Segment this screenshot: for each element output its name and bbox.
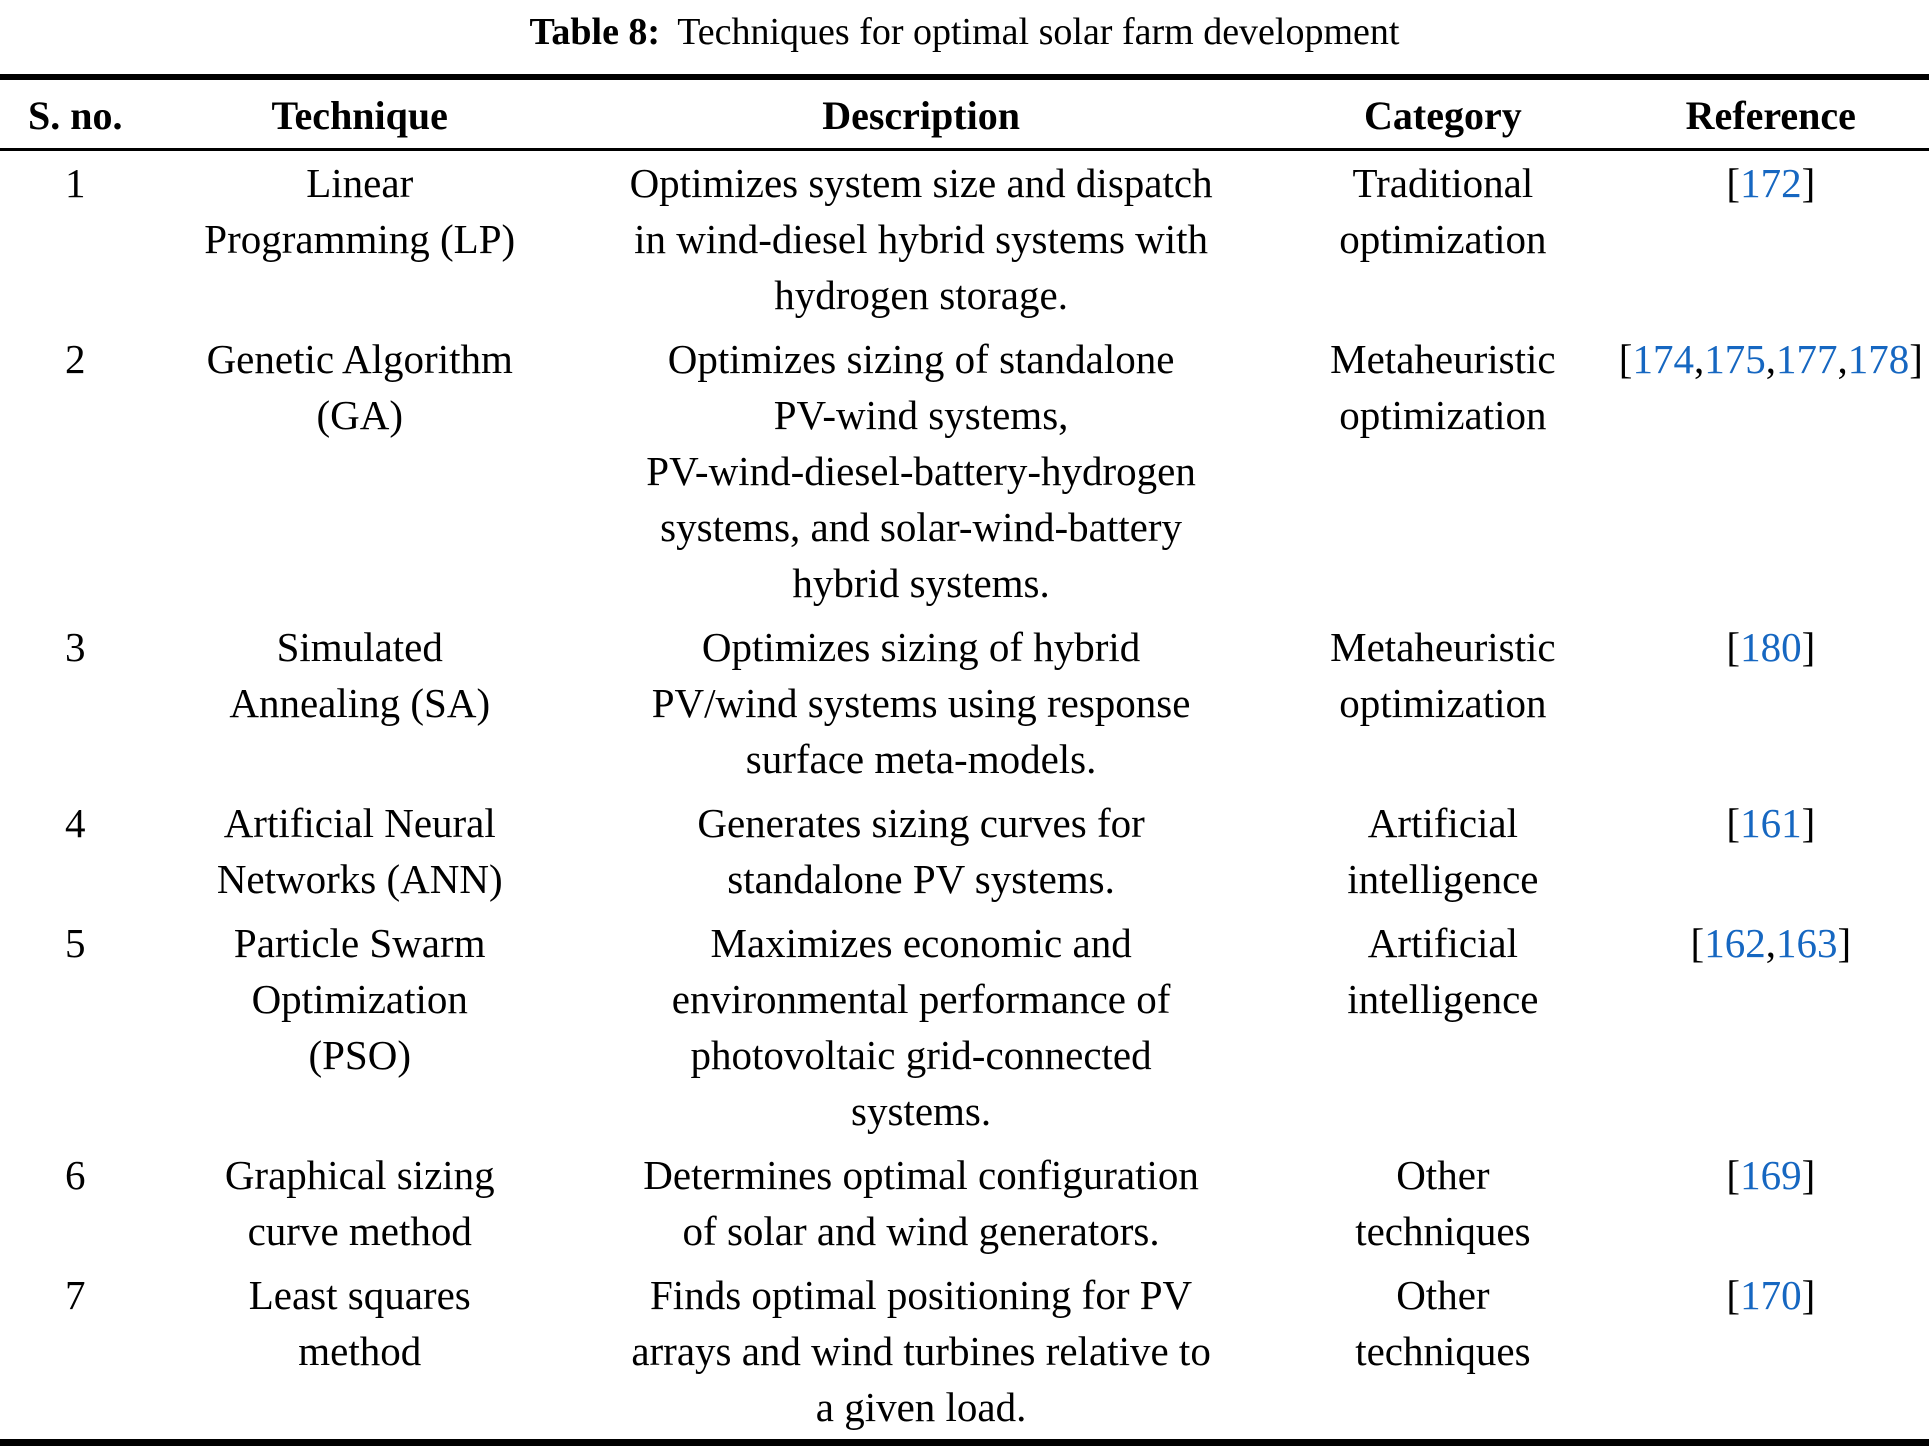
technique-line: method <box>298 1328 422 1374</box>
sno-value: 1 <box>64 160 86 206</box>
category-line: optimization <box>1339 392 1547 438</box>
reference-cell <box>1613 791 1929 911</box>
technique-line: Simulated <box>276 624 443 670</box>
sno-cell <box>0 327 150 615</box>
reference-link[interactable]: 178 <box>1847 336 1910 382</box>
table-caption <box>0 10 1929 54</box>
technique-cell <box>150 1143 569 1263</box>
technique-line: (GA) <box>316 392 403 438</box>
technique-line: Genetic Algorithm <box>206 336 513 382</box>
reference-close-bracket: ] <box>1909 336 1923 382</box>
sno-cell <box>0 1263 150 1443</box>
reference-open-bracket: [ <box>1618 336 1633 382</box>
category-line: intelligence <box>1347 976 1539 1022</box>
table-header <box>0 77 1929 150</box>
description-line: arrays and wind turbines relative to <box>631 1328 1211 1374</box>
category-line: intelligence <box>1347 856 1539 902</box>
technique-cell <box>150 911 569 1143</box>
description-line: Generates sizing curves for <box>697 800 1145 846</box>
description-line: Optimizes system size and dispatch <box>629 160 1213 206</box>
col-header-technique: Technique <box>150 77 569 150</box>
category-line: Metaheuristic <box>1330 336 1556 382</box>
category-line: Other <box>1396 1272 1490 1318</box>
technique-cell <box>150 791 569 911</box>
caption-label: Table 8: <box>529 11 661 53</box>
table-row <box>0 150 1929 328</box>
category-cell <box>1273 150 1613 328</box>
reference-close-bracket: ] <box>1801 624 1816 670</box>
col-header-description: Description <box>569 77 1273 150</box>
reference-open-bracket: [ <box>1726 1272 1741 1318</box>
col-header-category: Category <box>1273 77 1613 150</box>
description-line: systems, and solar-wind-battery <box>660 504 1182 550</box>
technique-line: (PSO) <box>308 1032 411 1078</box>
description-cell <box>569 1263 1273 1443</box>
sno-cell <box>0 150 150 328</box>
description-line: hydrogen storage. <box>774 272 1068 318</box>
technique-line: Particle Swarm <box>233 920 486 966</box>
description-line: PV/wind systems using response <box>651 680 1191 726</box>
description-line: in wind-diesel hybrid systems with <box>634 216 1209 262</box>
technique-line: Linear <box>306 160 414 206</box>
reference-close-bracket: ] <box>1801 800 1816 846</box>
category-cell <box>1273 911 1613 1143</box>
description-cell <box>569 327 1273 615</box>
reference-open-bracket: [ <box>1726 800 1741 846</box>
reference-open-bracket: [ <box>1726 624 1741 670</box>
category-line: Artificial <box>1367 800 1519 846</box>
reference-close-bracket: ] <box>1837 920 1852 966</box>
category-line: techniques <box>1355 1328 1531 1374</box>
reference-close-bracket: ] <box>1801 160 1816 206</box>
category-cell <box>1273 327 1613 615</box>
technique-line: Networks (ANN) <box>216 856 503 902</box>
description-line: a given load. <box>815 1384 1027 1430</box>
technique-cell <box>150 1263 569 1443</box>
reference-close-bracket: ] <box>1801 1272 1816 1318</box>
reference-cell <box>1613 150 1929 328</box>
description-line: hybrid systems. <box>792 560 1050 606</box>
header-row <box>0 77 1929 150</box>
description-line: Determines optimal configuration <box>643 1152 1199 1198</box>
technique-cell <box>150 327 569 615</box>
reference-cell <box>1613 1263 1929 1443</box>
category-line: Metaheuristic <box>1330 624 1556 670</box>
technique-line: Least squares <box>248 1272 471 1318</box>
table-body <box>0 150 1929 1443</box>
category-line: techniques <box>1355 1208 1531 1254</box>
reference-separator: , <box>1837 336 1848 382</box>
description-line: systems. <box>851 1088 992 1134</box>
description-line: environmental performance of <box>671 976 1171 1022</box>
technique-line: Graphical sizing <box>224 1152 495 1198</box>
reference-link[interactable]: 172 <box>1740 160 1802 206</box>
description-line: Finds optimal positioning for PV <box>650 1272 1193 1318</box>
technique-line: Optimization <box>251 976 468 1022</box>
description-cell <box>569 911 1273 1143</box>
reference-close-bracket: ] <box>1801 1152 1816 1198</box>
description-cell <box>569 791 1273 911</box>
sno-value: 4 <box>64 800 86 846</box>
category-line: optimization <box>1339 216 1547 262</box>
techniques-table <box>0 74 1929 1446</box>
category-cell <box>1273 1143 1613 1263</box>
category-line: Other <box>1396 1152 1490 1198</box>
reference-link[interactable]: 174 <box>1632 336 1694 382</box>
col-header-sno: S. no. <box>0 77 150 150</box>
table-row <box>0 791 1929 911</box>
sno-value: 3 <box>64 624 86 670</box>
description-line: Optimizes sizing of standalone <box>667 336 1175 382</box>
reference-cell <box>1613 911 1929 1143</box>
reference-link[interactable]: 175 <box>1704 336 1766 382</box>
technique-line: Programming (LP) <box>204 216 516 262</box>
col-header-reference: Reference <box>1613 77 1929 150</box>
category-line: optimization <box>1339 680 1547 726</box>
reference-link[interactable]: 177 <box>1775 336 1838 382</box>
table-row <box>0 1143 1929 1263</box>
caption-title: Techniques for optimal solar farm development <box>677 11 1400 53</box>
reference-link[interactable]: 161 <box>1740 800 1802 846</box>
reference-cell <box>1613 1143 1929 1263</box>
description-line: photovoltaic grid-connected <box>690 1032 1152 1078</box>
technique-line: Annealing (SA) <box>229 680 491 726</box>
reference-link[interactable]: 170 <box>1740 1272 1802 1318</box>
reference-open-bracket: [ <box>1726 160 1741 206</box>
category-cell <box>1273 1263 1613 1443</box>
reference-cell <box>1613 327 1929 615</box>
technique-cell <box>150 150 569 328</box>
technique-cell <box>150 615 569 791</box>
description-line: PV-wind systems, <box>773 392 1069 438</box>
description-line: surface meta-models. <box>745 736 1097 782</box>
description-cell <box>569 1143 1273 1263</box>
sno-cell <box>0 791 150 911</box>
technique-line: Artificial Neural <box>223 800 496 846</box>
reference-link[interactable]: 163 <box>1775 920 1838 966</box>
description-cell <box>569 615 1273 791</box>
description-cell <box>569 150 1273 328</box>
category-cell <box>1273 791 1613 911</box>
table-row <box>0 911 1929 1143</box>
reference-link[interactable]: 162 <box>1704 920 1766 966</box>
technique-line: curve method <box>247 1208 472 1254</box>
sno-value: 7 <box>64 1272 86 1318</box>
sno-cell <box>0 615 150 791</box>
sno-value: 5 <box>64 920 86 966</box>
table-row <box>0 327 1929 615</box>
reference-open-bracket: [ <box>1726 1152 1741 1198</box>
category-line: Artificial <box>1367 920 1519 966</box>
table-row <box>0 1263 1929 1443</box>
sno-value: 6 <box>64 1152 86 1198</box>
category-line: Traditional <box>1352 160 1534 206</box>
sno-value: 2 <box>64 336 86 382</box>
description-line: of solar and wind generators. <box>682 1208 1160 1254</box>
table-row <box>0 615 1929 791</box>
sno-cell <box>0 1143 150 1263</box>
description-line: Maximizes economic and <box>710 920 1132 966</box>
category-cell <box>1273 615 1613 791</box>
sno-cell <box>0 911 150 1143</box>
reference-open-bracket: [ <box>1690 920 1705 966</box>
description-line: Optimizes sizing of hybrid <box>701 624 1141 670</box>
reference-separator: , <box>1765 920 1776 966</box>
reference-link[interactable]: 169 <box>1740 1152 1802 1198</box>
description-line: PV-wind-diesel-battery-hydrogen <box>646 448 1196 494</box>
reference-link[interactable]: 180 <box>1740 624 1802 670</box>
reference-cell <box>1613 615 1929 791</box>
description-line: standalone PV systems. <box>727 856 1115 902</box>
reference-separator: , <box>1693 336 1705 382</box>
reference-separator: , <box>1765 336 1776 382</box>
